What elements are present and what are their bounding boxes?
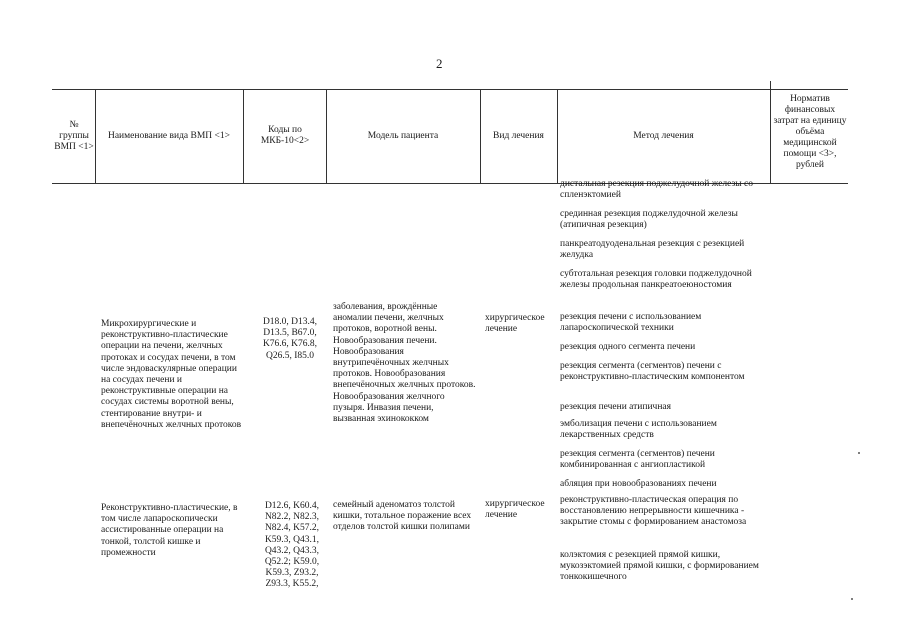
row2-vmp-name: Реконструктивно-пластические, в том числе лапароскопически ассистированные операции на тонкой, толстой кишке и промежности: [101, 503, 238, 558]
method-item: эмболизация печени с использованием лекарственных средств: [560, 419, 717, 441]
row1-treatment-type: хирургическое лечение: [485, 313, 545, 335]
header-patient-model: Модель пациента: [367, 130, 439, 141]
header-group-number: № группы ВМП <1>: [54, 119, 94, 152]
method-item: резекция сегмента (сегментов) печени с реконструктивно-пластическим компонентом: [560, 361, 745, 383]
page-number: 2: [436, 56, 443, 71]
row2-patient-model: семейный аденоматоз толстой кишки, тотальное поражение всех отделов толстой кишки полипами: [333, 500, 472, 533]
scan-speck: [858, 452, 860, 454]
header-treatment-type: Вид лечения: [493, 130, 544, 141]
method-item: дистальная резекция поджелудочной железы со спленэктомией: [560, 179, 753, 201]
col-divider-6: [770, 81, 771, 184]
scan-speck: [851, 598, 853, 600]
header-cost-standard: Норматив финансовых затрат на единицу объёма медицинской помощи <3>, рублей: [773, 93, 847, 170]
row2-treatment-type: хирургическое лечение: [485, 499, 545, 521]
method-item: резекция одного сегмента печени: [560, 342, 696, 352]
header-treatment-method: Метод лечения: [633, 130, 694, 141]
method-item: панкреатодуоденальная резекция с резекцией желудка: [560, 239, 745, 261]
method-item: колэктомия с резекцией прямой кишки, мукозэктомией прямой кишки, с формированием тонкокишечного: [560, 550, 759, 583]
method-item: резекция сегмента (сегментов) печени комбинированная с ангиопластикой: [560, 449, 715, 471]
row1-vmp-name: Микрохирургические и реконструктивно-пластические операции на печени, желчных протоках и сосудах печени, в том числе эндоваскулярные операции на сосудах печени и реконструктивные операции на сосудах системы воротной вены, стентирование внутри- и внепечёночных желчных протоков: [101, 319, 242, 430]
method-item: резекция печени атипичная: [560, 402, 672, 412]
row2-icd-codes: D12.6, K60.4, N82.2, N82.3, N82.4, K57.2, K59.3, Q43.1, Q43.2, Q43.3, Q52.2; K59.0, K59.3, Z93.2, Z93.3, K55.2,: [264, 501, 320, 590]
method-item: абляция при новообразованиях печени: [560, 479, 717, 489]
row1-patient-model: заболевания, врождённые аномалии печени, желчных протоков, воротной вены. Новообразования печени. Новообразования внутрипечёночных желчных протоков. Новообразования внепечёночных желчных протоков. Новообразования желчного пузыря. Инвазия печени, вызванная эхинококком: [333, 302, 476, 425]
header-vmp-name: Наименование вида ВМП <1>: [107, 130, 231, 141]
method-item: резекция печени с использованием лапароскопической техники: [560, 312, 702, 334]
row1-icd-codes: D18.0, D13.4, D13.5, B67.0, K76.6, K76.8, Q26.5, I85.0: [262, 317, 318, 361]
method-item: субтотальная резекция головки поджелудочной железы продольная панкреатоеюностомия: [560, 269, 752, 291]
method-item: реконструктивно-пластическая операция по восстановлению непрерывности кишечника - закрытие стомы с формированием анастомоза: [560, 495, 747, 528]
method-item: срединная резекция поджелудочной железы (атипичная резекция): [560, 209, 738, 231]
header-icd-codes: Коды по МКБ-10<2>: [260, 125, 310, 146]
